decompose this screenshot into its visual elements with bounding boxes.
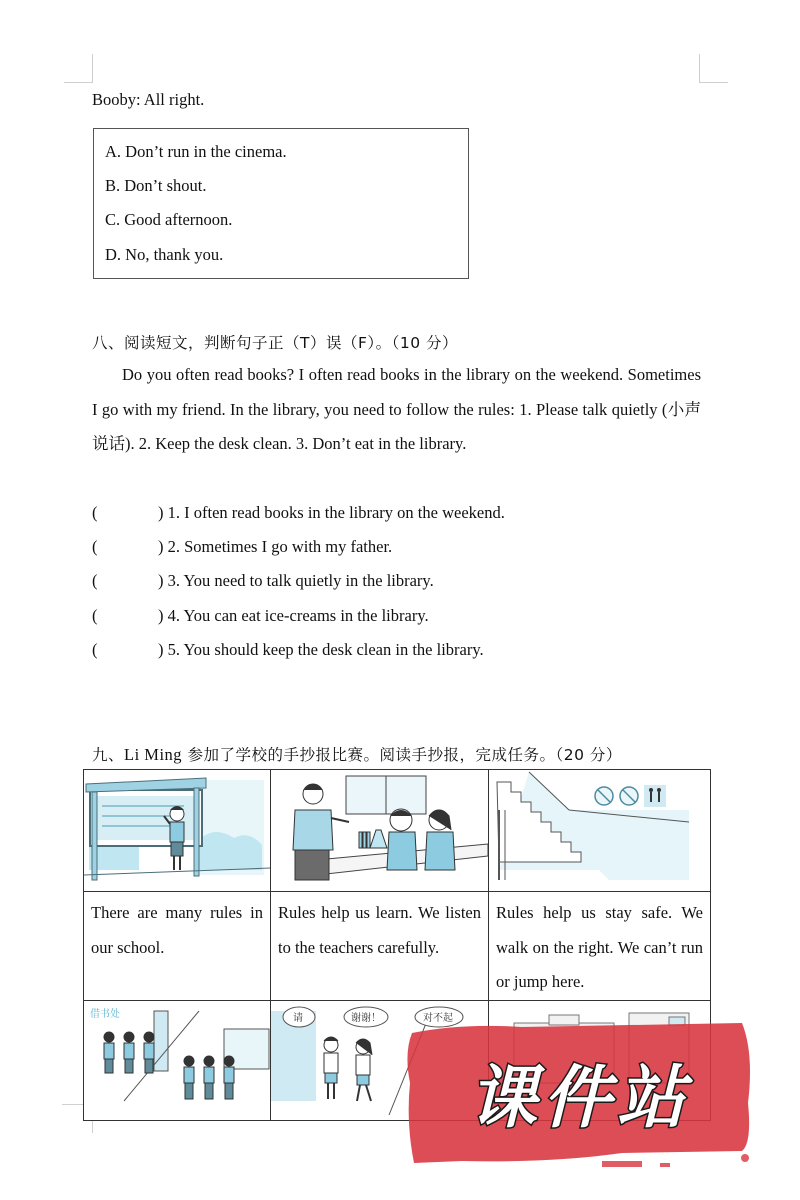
question-text: ) 4. You can eat ice-creams in the library.: [158, 606, 429, 625]
tf-question-1: [92, 503, 505, 523]
options-box: [93, 128, 469, 279]
caption-school-rules: There are many rules in our school.: [91, 903, 263, 957]
question-text: ) 1. I often read books in the library on the weekend.: [158, 503, 505, 522]
notice-board-illustration: [84, 770, 270, 886]
option-b: B. Don’t shout.: [105, 176, 207, 195]
question-text: ) 3. You need to talk quietly in the library.: [158, 571, 434, 590]
page-corner-mark: [64, 54, 93, 83]
bubble-thanks: 谢谢！: [351, 1012, 381, 1024]
section-9-heading: [92, 743, 622, 765]
heading-suffix: 参加了学校的手抄报比赛。阅读手抄报，完成任务。（20 分）: [182, 746, 622, 764]
answer-blank[interactable]: (: [92, 640, 98, 659]
library-sign-label: 借书处: [90, 1008, 120, 1020]
tf-question-5: [92, 640, 484, 660]
heading-name: Li Ming: [124, 745, 183, 764]
section-8-heading: 八、阅读短文，判断句子正（T）误（F）。（10 分）: [92, 334, 459, 352]
picture-notice-board: [84, 770, 271, 892]
library-queue-illustration: [84, 1001, 270, 1115]
caption-cell-2: [271, 892, 489, 1001]
answer-blank[interactable]: (: [92, 537, 98, 556]
tf-question-2: [92, 537, 392, 557]
picture-classroom: [271, 770, 489, 892]
tf-question-3: [92, 571, 434, 591]
option-a: A. Don’t run in the cinema.: [105, 142, 287, 161]
answer-blank[interactable]: (: [92, 503, 98, 522]
reading-passage: [92, 358, 701, 462]
heading-prefix: 九、: [92, 746, 125, 764]
option-d: D. No, thank you.: [105, 245, 224, 264]
classroom-illustration: [271, 770, 488, 886]
picture-library-queue: [84, 1000, 271, 1120]
tf-question-4: [92, 606, 429, 626]
option-c: C. Good afternoon.: [105, 210, 233, 229]
bubble-please: 请: [293, 1012, 303, 1024]
caption-cell-1: [84, 892, 271, 1001]
caption-stay-safe: Rules help us stay safe. We walk on the right. We can’t run or jump here.: [496, 903, 703, 991]
picture-stairs: [489, 770, 711, 892]
passage-text: Do you often read books? I often read books in the library on the weekend. Sometimes I go with my friend. In the library, you need to follow the rules: 1. Please talk quietly (小声说话). 2. Keep the desk clean. 3. Don’t eat in the library.: [92, 365, 701, 453]
stairs-illustration: [489, 770, 710, 886]
answer-blank[interactable]: (: [92, 571, 98, 590]
watermark-text: 课件站: [468, 1059, 692, 1138]
caption-cell-3: [489, 892, 711, 1001]
question-text: ) 2. Sometimes I go with my father.: [158, 537, 393, 556]
watermark-stamp-graphic: [402, 1013, 757, 1168]
answer-blank[interactable]: (: [92, 606, 98, 625]
caption-help-learn: Rules help us learn. We listen to the teachers carefully.: [278, 903, 481, 957]
dialogue-line: Booby: All right.: [92, 90, 205, 109]
watermark-stamp: [402, 1013, 757, 1168]
question-text: ) 5. You should keep the desk clean in the library.: [158, 640, 484, 659]
bubble-sorry: 对不起: [423, 1012, 453, 1024]
page-corner-mark: [699, 54, 728, 83]
